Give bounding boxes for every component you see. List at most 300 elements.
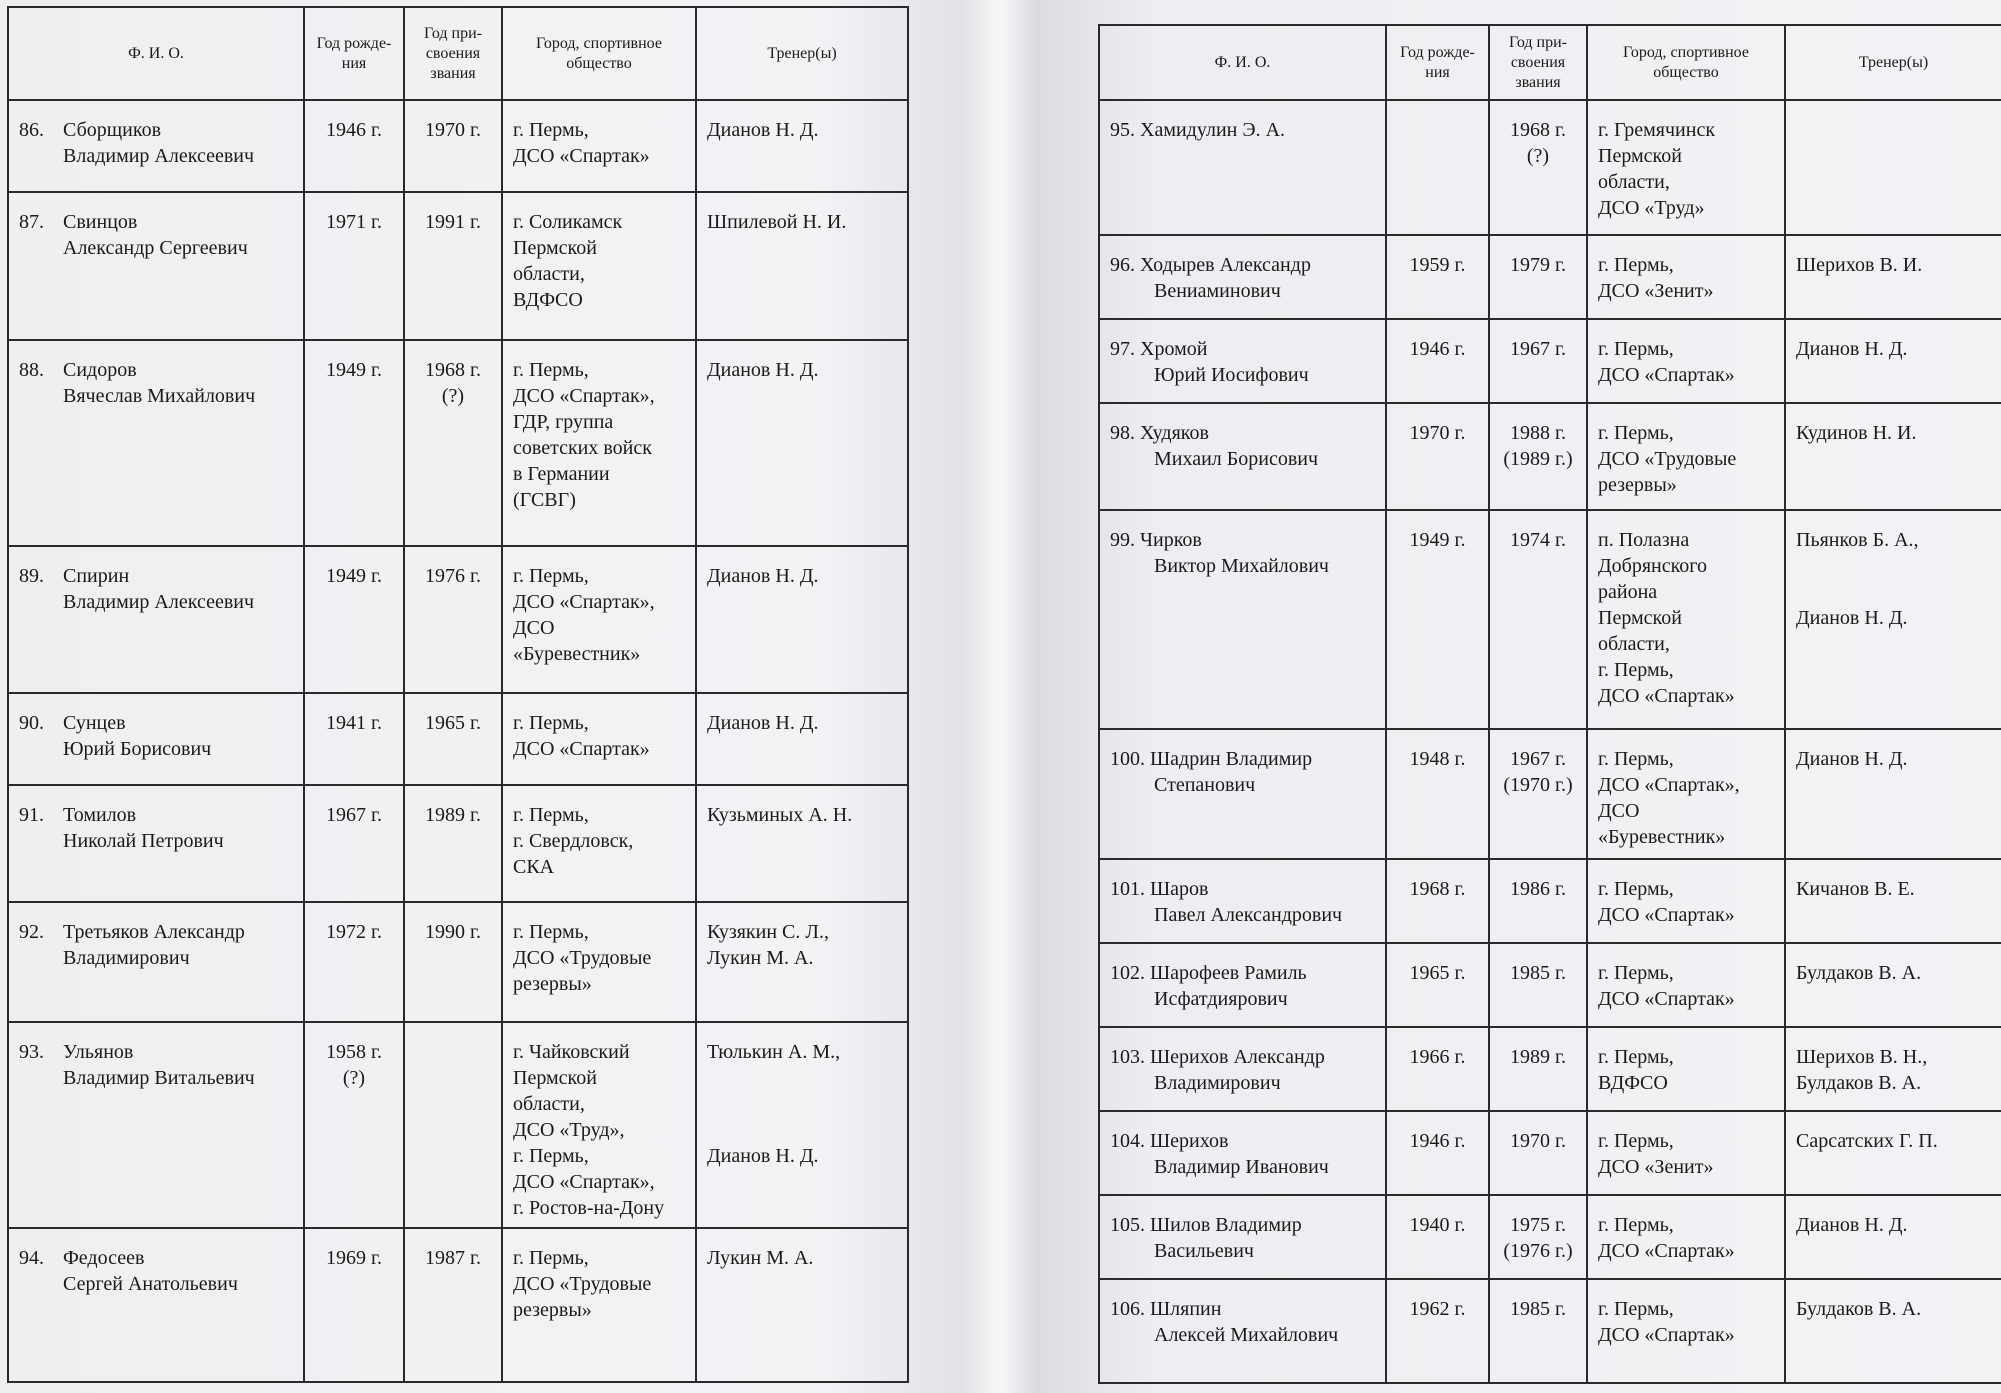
city-line: в Германии bbox=[513, 463, 610, 485]
title-year-line: 1989 г. bbox=[1510, 1046, 1566, 1068]
city-line: области, bbox=[1598, 171, 1670, 193]
name-line: Вячеслав Михайлович bbox=[63, 385, 256, 407]
athlete-name bbox=[1099, 235, 1386, 319]
coaches bbox=[696, 1022, 908, 1228]
row-number: 93. bbox=[19, 1041, 44, 1063]
table-row bbox=[8, 546, 908, 693]
name-line: Федосеев bbox=[63, 1247, 145, 1269]
city-line: ДСО «Спартак» bbox=[513, 145, 650, 167]
table-row bbox=[1099, 100, 2001, 235]
birth-year: 1949 г. bbox=[304, 340, 404, 546]
row-number: 99. bbox=[1110, 529, 1135, 551]
city-line: ДСО «Спартак» bbox=[1598, 988, 1735, 1010]
name-line: Третьяков Александр bbox=[63, 921, 245, 943]
table-row bbox=[1099, 943, 2001, 1027]
name-line: Хамидулин Э. А. bbox=[1140, 119, 1286, 141]
birth-year: 1972 г. bbox=[304, 902, 404, 1022]
birth-year: 1946 г. bbox=[1386, 1111, 1489, 1195]
city-line: г. Пермь, bbox=[1598, 422, 1674, 444]
coach-line: Дианов Н. Д. bbox=[1796, 338, 1908, 360]
title-year bbox=[404, 785, 502, 902]
athlete-name bbox=[1099, 319, 1386, 403]
city-line: резервы» bbox=[513, 1299, 592, 1321]
title-year-line: 1967 г. bbox=[1510, 748, 1566, 770]
header-birth-year: Год рожде-ния bbox=[1386, 25, 1489, 100]
name-line: Шарофеев Рамиль bbox=[1150, 962, 1307, 984]
city-society bbox=[502, 546, 696, 693]
title-year bbox=[1489, 729, 1587, 859]
city-line: г. Гремячинск bbox=[1598, 119, 1716, 141]
name-line: Юрий Иосифович bbox=[1154, 364, 1309, 386]
athlete-name bbox=[1099, 729, 1386, 859]
city-line: ДСО «Спартак» bbox=[1598, 1324, 1735, 1346]
coach-line: Шпилевой Н. И. bbox=[707, 211, 847, 233]
title-year bbox=[404, 902, 502, 1022]
name-line: Юрий Борисович bbox=[63, 738, 212, 760]
city-line: ДСО «Спартак», bbox=[513, 1171, 655, 1193]
athletes-table-right bbox=[1098, 24, 2001, 1384]
table-row bbox=[1099, 403, 2001, 510]
athlete-name bbox=[1099, 510, 1386, 729]
city-line: района bbox=[1598, 581, 1658, 603]
city-line: ДСО «Трудовые bbox=[1598, 448, 1737, 470]
city-line: Пермской bbox=[1598, 607, 1682, 629]
title-year-line: 1965 г. bbox=[425, 712, 481, 734]
title-year bbox=[1489, 1195, 1587, 1279]
title-year bbox=[1489, 1279, 1587, 1383]
title-year-line: 1967 г. bbox=[1510, 338, 1566, 360]
city-line: ДСО «Спартак» bbox=[1598, 904, 1735, 926]
city-line: ДСО bbox=[513, 617, 555, 639]
coach-line: Дианов Н. Д. bbox=[707, 119, 819, 141]
row-number: 97. bbox=[1110, 338, 1135, 360]
table-row bbox=[1099, 729, 2001, 859]
name-line: Сергей Анатольевич bbox=[63, 1273, 238, 1295]
birth-year: 1971 г. bbox=[304, 192, 404, 340]
city-line: ДСО «Зенит» bbox=[1598, 1156, 1714, 1178]
title-year bbox=[1489, 859, 1587, 943]
title-year-line: 1970 г. bbox=[1510, 1130, 1566, 1152]
row-number: 98. bbox=[1110, 422, 1135, 444]
city-society bbox=[502, 785, 696, 902]
coach-line: Кичанов В. Е. bbox=[1796, 878, 1915, 900]
city-line: резервы» bbox=[513, 973, 592, 995]
title-year bbox=[404, 1022, 502, 1228]
header-city-society: Город, спортивное общество bbox=[502, 7, 696, 100]
city-line: г. Пермь, bbox=[1598, 962, 1674, 984]
athlete-name bbox=[8, 785, 304, 902]
name-line: Сунцев bbox=[63, 712, 126, 734]
table-row bbox=[8, 902, 908, 1022]
birth-year: 1946 г. bbox=[1386, 319, 1489, 403]
coach-line: Дианов Н. Д. bbox=[707, 712, 819, 734]
city-society bbox=[502, 340, 696, 546]
title-year-line: 1987 г. bbox=[425, 1247, 481, 1269]
city-line: «Буревестник» bbox=[513, 643, 641, 665]
coach-line: Дианов Н. Д. bbox=[707, 1145, 819, 1167]
title-year-line: 1968 г. bbox=[425, 359, 481, 381]
city-line: ДСО «Трудовые bbox=[513, 947, 652, 969]
row-number: 100. bbox=[1110, 748, 1145, 770]
coaches bbox=[696, 1228, 908, 1382]
city-line: области, bbox=[513, 1093, 585, 1115]
coach-line: Дианов Н. Д. bbox=[1796, 748, 1908, 770]
athlete-name bbox=[8, 1228, 304, 1382]
title-year-line: 1968 г. bbox=[1510, 119, 1566, 141]
city-society bbox=[1587, 729, 1785, 859]
name-line: Сидоров bbox=[63, 359, 137, 381]
city-society bbox=[502, 693, 696, 785]
birth-year bbox=[1386, 100, 1489, 235]
athlete-name bbox=[8, 100, 304, 192]
athlete-name bbox=[1099, 403, 1386, 510]
coaches bbox=[1785, 319, 2001, 403]
coach-line: Дианов Н. Д. bbox=[1796, 1214, 1908, 1236]
city-society bbox=[1587, 1195, 1785, 1279]
table-row bbox=[1099, 1027, 2001, 1111]
title-year-line: 1990 г. bbox=[425, 921, 481, 943]
city-line: г. Пермь, bbox=[513, 359, 589, 381]
table-row bbox=[1099, 235, 2001, 319]
birth-year: 1940 г. bbox=[1386, 1195, 1489, 1279]
athletes-table-left bbox=[7, 6, 909, 1383]
birth-year: 1948 г. bbox=[1386, 729, 1489, 859]
row-number: 105. bbox=[1110, 1214, 1145, 1236]
title-year-line: (1976 г.) bbox=[1503, 1240, 1573, 1262]
city-line: г. Пермь, bbox=[513, 119, 589, 141]
name-line: Томилов bbox=[63, 804, 137, 826]
athlete-name bbox=[8, 693, 304, 785]
table-row bbox=[1099, 1279, 2001, 1383]
name-line: Владимирович bbox=[1154, 1072, 1281, 1094]
birth-year: 1970 г. bbox=[1386, 403, 1489, 510]
coaches bbox=[1785, 943, 2001, 1027]
title-year-line: (?) bbox=[1526, 145, 1550, 167]
coach-line: Лукин М. А. bbox=[707, 1247, 814, 1269]
title-year-line: (?) bbox=[441, 385, 465, 407]
coaches bbox=[696, 100, 908, 192]
title-year-line: 1975 г. bbox=[1510, 1214, 1566, 1236]
city-society bbox=[502, 902, 696, 1022]
title-year bbox=[1489, 510, 1587, 729]
coaches bbox=[1785, 729, 2001, 859]
table-row bbox=[8, 785, 908, 902]
name-line: Владимирович bbox=[63, 947, 190, 969]
city-line: г. Пермь, bbox=[1598, 338, 1674, 360]
athlete-name bbox=[8, 546, 304, 693]
row-number: 86. bbox=[19, 119, 44, 141]
title-year bbox=[404, 100, 502, 192]
athlete-name bbox=[8, 1022, 304, 1228]
title-year-line: 1991 г. bbox=[425, 211, 481, 233]
city-line: г. Соликамск bbox=[513, 211, 623, 233]
coach-line: Тюлькин А. М., bbox=[707, 1041, 841, 1063]
title-year bbox=[404, 693, 502, 785]
city-line: г. Пермь, bbox=[513, 921, 589, 943]
athlete-name bbox=[1099, 859, 1386, 943]
city-society bbox=[502, 1228, 696, 1382]
coaches bbox=[1785, 1111, 2001, 1195]
city-line: ГДР, группа bbox=[513, 411, 614, 433]
birth-year: 1966 г. bbox=[1386, 1027, 1489, 1111]
city-line: г. Пермь, bbox=[1598, 1298, 1674, 1320]
birth-year: 1962 г. bbox=[1386, 1279, 1489, 1383]
athlete-name bbox=[1099, 1279, 1386, 1383]
name-line: Шляпин bbox=[1150, 1298, 1222, 1320]
coaches bbox=[696, 546, 908, 693]
name-line: Степанович bbox=[1154, 774, 1256, 796]
title-year-line: 1979 г. bbox=[1510, 254, 1566, 276]
athlete-name bbox=[1099, 943, 1386, 1027]
title-year bbox=[1489, 1027, 1587, 1111]
name-line: Хромой bbox=[1140, 338, 1208, 360]
birth-year: 1968 г. bbox=[1386, 859, 1489, 943]
athlete-name bbox=[1099, 1027, 1386, 1111]
name-line: Ходырев Александр bbox=[1140, 254, 1311, 276]
city-line: г. Ростов-на-Дону bbox=[513, 1197, 665, 1219]
coaches bbox=[1785, 859, 2001, 943]
city-line: Пермской bbox=[513, 237, 597, 259]
coach-line: Шерихов В. Н., bbox=[1796, 1046, 1928, 1068]
row-number: 101. bbox=[1110, 878, 1145, 900]
name-line: Шаров bbox=[1150, 878, 1209, 900]
city-line: ДСО «Труд» bbox=[1598, 197, 1705, 219]
table-row bbox=[1099, 510, 2001, 729]
city-line: ДСО bbox=[1598, 800, 1640, 822]
city-line: области, bbox=[1598, 633, 1670, 655]
name-line: Шилов Владимир bbox=[1150, 1214, 1302, 1236]
table-header-row bbox=[1099, 25, 2001, 100]
header-title-year: Год при-своения звания bbox=[1489, 25, 1587, 100]
coaches bbox=[696, 693, 908, 785]
title-year bbox=[404, 546, 502, 693]
athlete-name bbox=[1099, 1195, 1386, 1279]
name-line: Свинцов bbox=[63, 211, 138, 233]
name-line: Владимир Иванович bbox=[1154, 1156, 1329, 1178]
city-line: г. Свердловск, bbox=[513, 830, 634, 852]
city-line: ДСО «Спартак» bbox=[513, 738, 650, 760]
name-line: Владимир Алексеевич bbox=[63, 591, 255, 613]
title-year bbox=[1489, 1111, 1587, 1195]
city-society bbox=[1587, 1111, 1785, 1195]
city-line: ДСО «Зенит» bbox=[1598, 280, 1714, 302]
header-coaches: Тренер(ы) bbox=[696, 7, 908, 100]
table-header-row bbox=[8, 7, 908, 100]
header-city-society: Город, спортивное общество bbox=[1587, 25, 1785, 100]
coach-line: Кузякин С. Л., bbox=[707, 921, 829, 943]
row-number: 94. bbox=[19, 1247, 44, 1269]
birth-year-line: (?) bbox=[342, 1067, 366, 1089]
row-number: 104. bbox=[1110, 1130, 1145, 1152]
coaches bbox=[1785, 510, 2001, 729]
name-line: Владимир Витальевич bbox=[63, 1067, 255, 1089]
table-row bbox=[1099, 1195, 2001, 1279]
table-row bbox=[1099, 319, 2001, 403]
athlete-name bbox=[8, 340, 304, 546]
city-line: ДСО «Спартак» bbox=[1598, 364, 1735, 386]
row-number: 89. bbox=[19, 565, 44, 587]
city-line: г. Пермь, bbox=[513, 565, 589, 587]
title-year bbox=[1489, 319, 1587, 403]
coaches bbox=[696, 340, 908, 546]
birth-year: 1959 г. bbox=[1386, 235, 1489, 319]
name-line: Шерихов bbox=[1150, 1130, 1229, 1152]
row-number: 87. bbox=[19, 211, 44, 233]
city-line: ДСО «Спартак», bbox=[513, 385, 655, 407]
title-year-line: 1985 г. bbox=[1510, 1298, 1566, 1320]
table-row bbox=[8, 192, 908, 340]
coach-line: Кудинов Н. И. bbox=[1796, 422, 1917, 444]
birth-year bbox=[304, 1022, 404, 1228]
name-line: Николай Петрович bbox=[63, 830, 224, 852]
name-line: Виктор Михайлович bbox=[1154, 555, 1329, 577]
table-row bbox=[8, 100, 908, 192]
birth-year: 1946 г. bbox=[304, 100, 404, 192]
birth-year: 1969 г. bbox=[304, 1228, 404, 1382]
table-row bbox=[8, 340, 908, 546]
table-row bbox=[1099, 859, 2001, 943]
title-year-line: 1974 г. bbox=[1510, 529, 1566, 551]
table-row bbox=[8, 693, 908, 785]
coaches bbox=[1785, 100, 2001, 235]
title-year bbox=[404, 192, 502, 340]
coach-line: Булдаков В. А. bbox=[1796, 962, 1922, 984]
title-year-line: 1986 г. bbox=[1510, 878, 1566, 900]
city-society bbox=[1587, 859, 1785, 943]
row-number: 91. bbox=[19, 804, 44, 826]
city-line: г. Пермь, bbox=[1598, 1046, 1674, 1068]
coach-line: Сарсатских Г. П. bbox=[1796, 1130, 1938, 1152]
city-society bbox=[1587, 943, 1785, 1027]
city-society bbox=[502, 100, 696, 192]
coaches bbox=[1785, 403, 2001, 510]
name-line: Исфатдиярович bbox=[1154, 988, 1288, 1010]
athlete-name bbox=[8, 902, 304, 1022]
coach-line: Булдаков В. А. bbox=[1796, 1298, 1922, 1320]
city-line: области, bbox=[513, 263, 585, 285]
coach-line: Лукин М. А. bbox=[707, 947, 814, 969]
city-society bbox=[1587, 510, 1785, 729]
name-line: Шерихов Александр bbox=[1150, 1046, 1325, 1068]
coach-line: Кузьминых А. Н. bbox=[707, 804, 853, 826]
coaches bbox=[696, 902, 908, 1022]
city-line: ДСО «Труд», bbox=[513, 1119, 625, 1141]
city-line: «Буревестник» bbox=[1598, 826, 1726, 848]
coach-line: Дианов Н. Д. bbox=[1796, 607, 1908, 629]
city-line: г. Пермь, bbox=[513, 712, 589, 734]
title-year bbox=[1489, 100, 1587, 235]
city-line: г. Пермь, bbox=[1598, 659, 1674, 681]
city-line: ДСО «Спартак», bbox=[513, 591, 655, 613]
table-row bbox=[8, 1022, 908, 1228]
coach-line: Булдаков В. А. bbox=[1796, 1072, 1922, 1094]
title-year-line: 1985 г. bbox=[1510, 962, 1566, 984]
city-line: Пермской bbox=[513, 1067, 597, 1089]
name-line: Шадрин Владимир bbox=[1150, 748, 1313, 770]
birth-year: 1967 г. bbox=[304, 785, 404, 902]
city-society bbox=[1587, 1279, 1785, 1383]
birth-year-line: 1958 г. bbox=[326, 1041, 382, 1063]
row-number: 106. bbox=[1110, 1298, 1145, 1320]
city-line: г. Пермь, bbox=[513, 1145, 589, 1167]
row-number: 102. bbox=[1110, 962, 1145, 984]
coaches bbox=[1785, 235, 2001, 319]
city-society bbox=[1587, 319, 1785, 403]
name-line: Васильевич bbox=[1154, 1240, 1254, 1262]
row-number: 103. bbox=[1110, 1046, 1145, 1068]
header-birth-year: Год рожде-ния bbox=[304, 7, 404, 100]
row-number: 96. bbox=[1110, 254, 1135, 276]
name-line: Вениаминович bbox=[1154, 280, 1281, 302]
athlete-name bbox=[8, 192, 304, 340]
name-line: Чирков bbox=[1140, 529, 1202, 551]
coaches bbox=[1785, 1195, 2001, 1279]
city-line: ДСО «Спартак» bbox=[1598, 1240, 1735, 1262]
city-line: г. Пермь, bbox=[1598, 1130, 1674, 1152]
city-line: г. Чайковский bbox=[513, 1041, 630, 1063]
coaches bbox=[1785, 1027, 2001, 1111]
city-line: ВДФСО bbox=[513, 289, 583, 311]
city-line: резервы» bbox=[1598, 474, 1677, 496]
header-name: Ф. И. О. bbox=[8, 7, 304, 100]
row-number: 92. bbox=[19, 921, 44, 943]
title-year-line: 1970 г. bbox=[425, 119, 481, 141]
city-line: г. Пермь, bbox=[1598, 254, 1674, 276]
name-line: Худяков bbox=[1140, 422, 1209, 444]
title-year bbox=[1489, 403, 1587, 510]
city-line: ДСО «Трудовые bbox=[513, 1273, 652, 1295]
city-line: ДСО «Спартак», bbox=[1598, 774, 1740, 796]
city-line: Добрянского bbox=[1598, 555, 1708, 577]
title-year bbox=[1489, 943, 1587, 1027]
city-line: ДСО «Спартак» bbox=[1598, 685, 1735, 707]
name-line: Сборщиков bbox=[63, 119, 162, 141]
city-line: г. Пермь, bbox=[513, 804, 589, 826]
name-line: Павел Александрович bbox=[1154, 904, 1343, 926]
city-line: Пермской bbox=[1598, 145, 1682, 167]
title-year bbox=[404, 340, 502, 546]
city-society bbox=[502, 1022, 696, 1228]
city-society bbox=[502, 192, 696, 340]
coach-line: Пьянков Б. А., bbox=[1796, 529, 1919, 551]
row-number: 88. bbox=[19, 359, 44, 381]
coach-line: Дианов Н. Д. bbox=[707, 359, 819, 381]
birth-year: 1949 г. bbox=[1386, 510, 1489, 729]
title-year-line: 1976 г. bbox=[425, 565, 481, 587]
city-line: г. Пермь, bbox=[1598, 1214, 1674, 1236]
city-society bbox=[1587, 235, 1785, 319]
city-line: г. Пермь, bbox=[513, 1247, 589, 1269]
birth-year: 1941 г. bbox=[304, 693, 404, 785]
name-line: Ульянов bbox=[63, 1041, 134, 1063]
coaches bbox=[1785, 1279, 2001, 1383]
coaches bbox=[696, 192, 908, 340]
city-line: СКА bbox=[513, 856, 555, 878]
table-row bbox=[1099, 1111, 2001, 1195]
name-line: Владимир Алексеевич bbox=[63, 145, 255, 167]
city-line: ВДФСО bbox=[1598, 1072, 1668, 1094]
city-line: г. Пермь, bbox=[1598, 878, 1674, 900]
athlete-name bbox=[1099, 100, 1386, 235]
birth-year: 1965 г. bbox=[1386, 943, 1489, 1027]
city-line: г. Пермь, bbox=[1598, 748, 1674, 770]
row-number: 95. bbox=[1110, 119, 1135, 141]
header-title-year: Год при-своения звания bbox=[404, 7, 502, 100]
coach-line: Шерихов В. И. bbox=[1796, 254, 1923, 276]
athlete-name bbox=[1099, 1111, 1386, 1195]
title-year-line: 1988 г. bbox=[1510, 422, 1566, 444]
city-line: советских войск bbox=[513, 437, 652, 459]
